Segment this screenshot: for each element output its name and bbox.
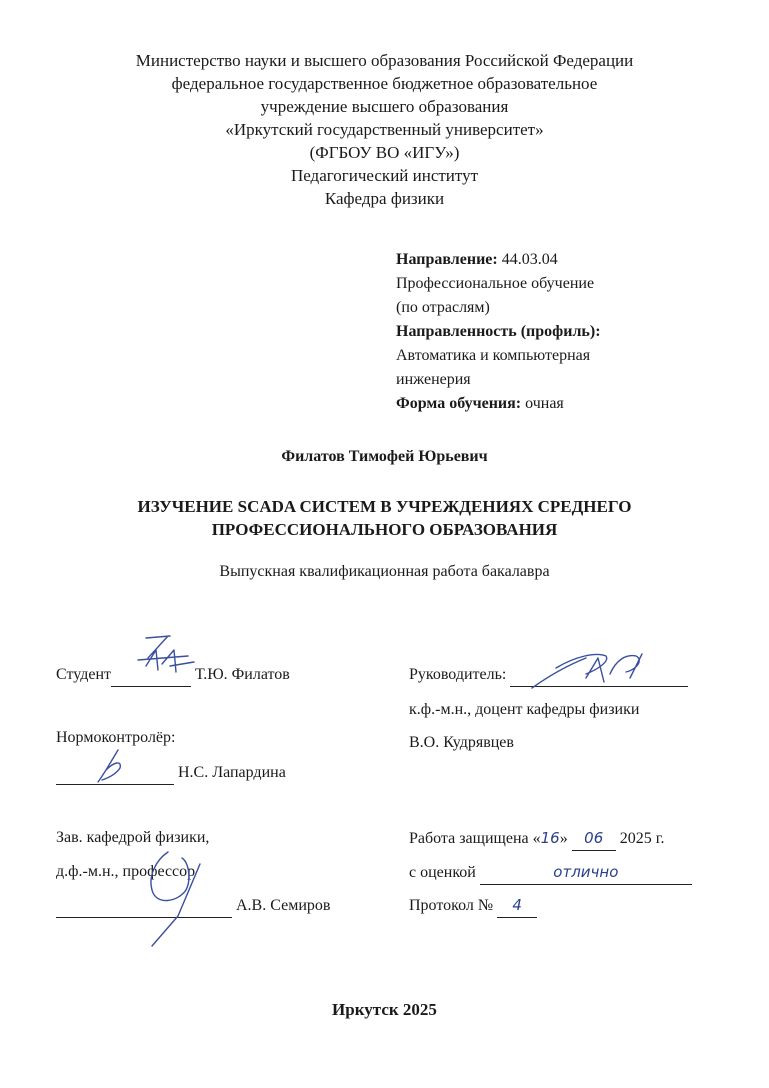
- grade-value: отлично: [480, 860, 692, 885]
- student-signature: [118, 636, 198, 686]
- institution-header: [0, 49, 769, 210]
- form-value: очная: [525, 395, 564, 412]
- header-line-7: Кафедра физики: [324, 189, 445, 208]
- head-label: Зав. кафедрой физики,: [56, 829, 210, 846]
- supervisor-title: к.ф.-м.н., доцент кафедры физики: [409, 701, 640, 718]
- header-line-6: Педагогический институт: [290, 166, 479, 185]
- normcontrol-label: Нормоконтролёр:: [56, 729, 176, 746]
- grade-label: с оценкой: [409, 864, 476, 881]
- protocol-label: Протокол №: [409, 897, 494, 914]
- header-line-1: Министерство науки и высшего образования Российской Федерации: [135, 51, 634, 70]
- normcontrol-signature: [92, 748, 132, 788]
- footer-city-year: Иркутск 2025: [332, 1000, 437, 1019]
- profile-line-1: Автоматика и компьютерная: [396, 347, 591, 364]
- header-line-4: «Иркутский государственный университет»: [225, 120, 544, 139]
- profile-label: Направленность (профиль):: [396, 323, 601, 340]
- defense-year: 2025 г.: [619, 830, 665, 847]
- direction-line-3: (по отраслям): [396, 299, 490, 316]
- work-type: Выпускная квалификационная работа бакалавра: [219, 563, 550, 580]
- defense-month: 06: [572, 826, 616, 851]
- protocol-row: [409, 893, 537, 918]
- direction-value: 44.03.04: [501, 251, 558, 268]
- title-line-2: ПРОФЕССИОНАЛЬНОГО ОБРАЗОВАНИЯ: [211, 520, 558, 539]
- supervisor-signature: [526, 648, 656, 696]
- normcontrol-name: Н.С. Лапардина: [178, 764, 286, 781]
- direction-label: Направление:: [396, 251, 498, 268]
- author-name: Филатов Тимофей Юрьевич: [281, 448, 488, 465]
- header-line-3: учреждение высшего образования: [260, 97, 509, 116]
- head-name: А.В. Семиров: [236, 897, 331, 914]
- header-line-5: (ФГБОУ ВО «ИГУ»): [309, 143, 460, 162]
- program-block: [396, 248, 726, 416]
- head-signature: [138, 846, 208, 950]
- direction-line-2: Профессиональное обучение: [396, 275, 595, 292]
- protocol-value: 4: [497, 893, 537, 918]
- header-line-2: федеральное государственное бюджетное образовательное: [171, 74, 598, 93]
- defense-day: 16: [540, 829, 560, 847]
- title-line-1: ИЗУЧЕНИЕ SCADA СИСТЕМ В УЧРЕЖДЕНИЯХ СРЕДНЕГО: [137, 497, 632, 516]
- form-label: Форма обучения:: [396, 395, 522, 412]
- defense-row: [409, 826, 664, 851]
- head-degree: д.ф.-м.н., профессор: [56, 863, 196, 880]
- student-name: Т.Ю. Филатов: [195, 666, 290, 683]
- supervisor-label: Руководитель:: [409, 666, 507, 683]
- normcontrol-row: [56, 760, 286, 785]
- defense-prefix: Работа защищена «: [409, 830, 541, 847]
- supervisor-name: В.О. Кудрявцев: [409, 734, 514, 751]
- student-label: Студент: [56, 666, 112, 683]
- thesis-title: [0, 495, 769, 541]
- defense-mid: »: [559, 830, 568, 847]
- profile-line-2: инженерия: [396, 371, 471, 388]
- grade-row: [409, 860, 692, 885]
